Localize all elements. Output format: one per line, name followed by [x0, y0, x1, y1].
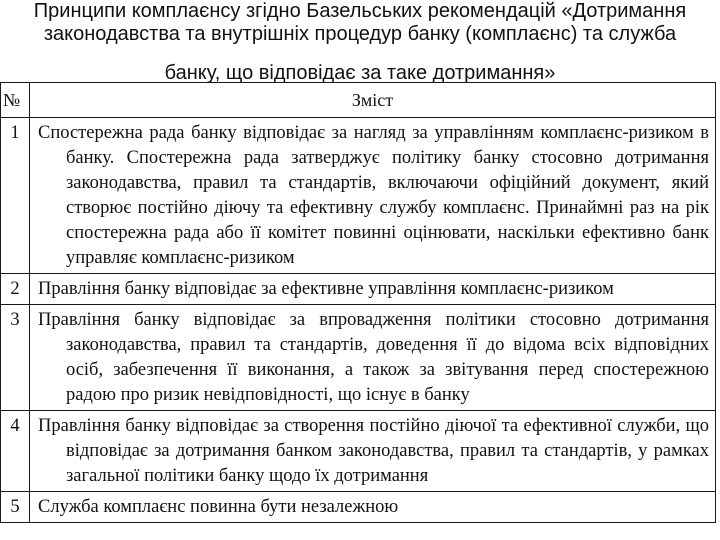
row-text-value: Правління банку відповідає за створення постійно діючої та ефективної служби, що відповідає за дотримання банком законодавства, правил та стандартів, у рамках загальної політики банку щодо їх дотримання [38, 416, 709, 486]
row-number: 4 [1, 411, 30, 492]
row-text-value: Служба комплаєнс повинна бути незалежною [38, 497, 399, 517]
document-title [0, 0, 720, 85]
title-line-2: законодавства та внутрішніх процедур банку (комплаєнс) та служба [43, 23, 677, 45]
table-row [1, 274, 716, 305]
table-row [1, 118, 716, 274]
header-number: № [1, 83, 30, 118]
row-number: 1 [1, 118, 30, 274]
row-number: 2 [1, 274, 30, 305]
row-text-value: Правління банку відповідає за впровадження політики стосовно дотримання законодавства, правил та стандартів, доведення її до відома всіх відповідних осіб, забезпечення її виконання, а також за звітування перед спостережною радою про ризик невідповідності, що існує в банку [38, 310, 709, 405]
row-text [30, 492, 716, 523]
principles-table [0, 82, 716, 523]
row-text [30, 118, 716, 274]
table-row [1, 492, 716, 523]
title-line-1: Принципи комплаєнсу згідно Базельських рекомендацій «Дотримання [33, 0, 687, 22]
title-line-3: банку, що відповідає за таке дотримання» [164, 62, 556, 84]
row-text-value: Спостережна рада банку відповідає за нагляд за управлінням комплаєнс-ризиком в банку. Спостережна рада затверджує політику банку стосовно дотримання законодавства, правил та стандартів, включаючи офіційний документ, який створює постійно діючу та ефективну службу комплаєнс. Принаймні раз на рік спостережна рада або її комітет повинні оцінювати, наскільки ефективно банк управляє комплаєнс-ризиком [38, 123, 709, 268]
row-text [30, 305, 716, 411]
row-text [30, 411, 716, 492]
table-header-row [1, 83, 716, 118]
header-content: Зміст [30, 83, 716, 118]
row-number: 3 [1, 305, 30, 411]
table-row [1, 411, 716, 492]
row-text [30, 274, 716, 305]
row-number: 5 [1, 492, 30, 523]
table-row [1, 305, 716, 411]
row-text-value: Правління банку відповідає за ефективне управління комплаєнс-ризиком [38, 279, 614, 299]
